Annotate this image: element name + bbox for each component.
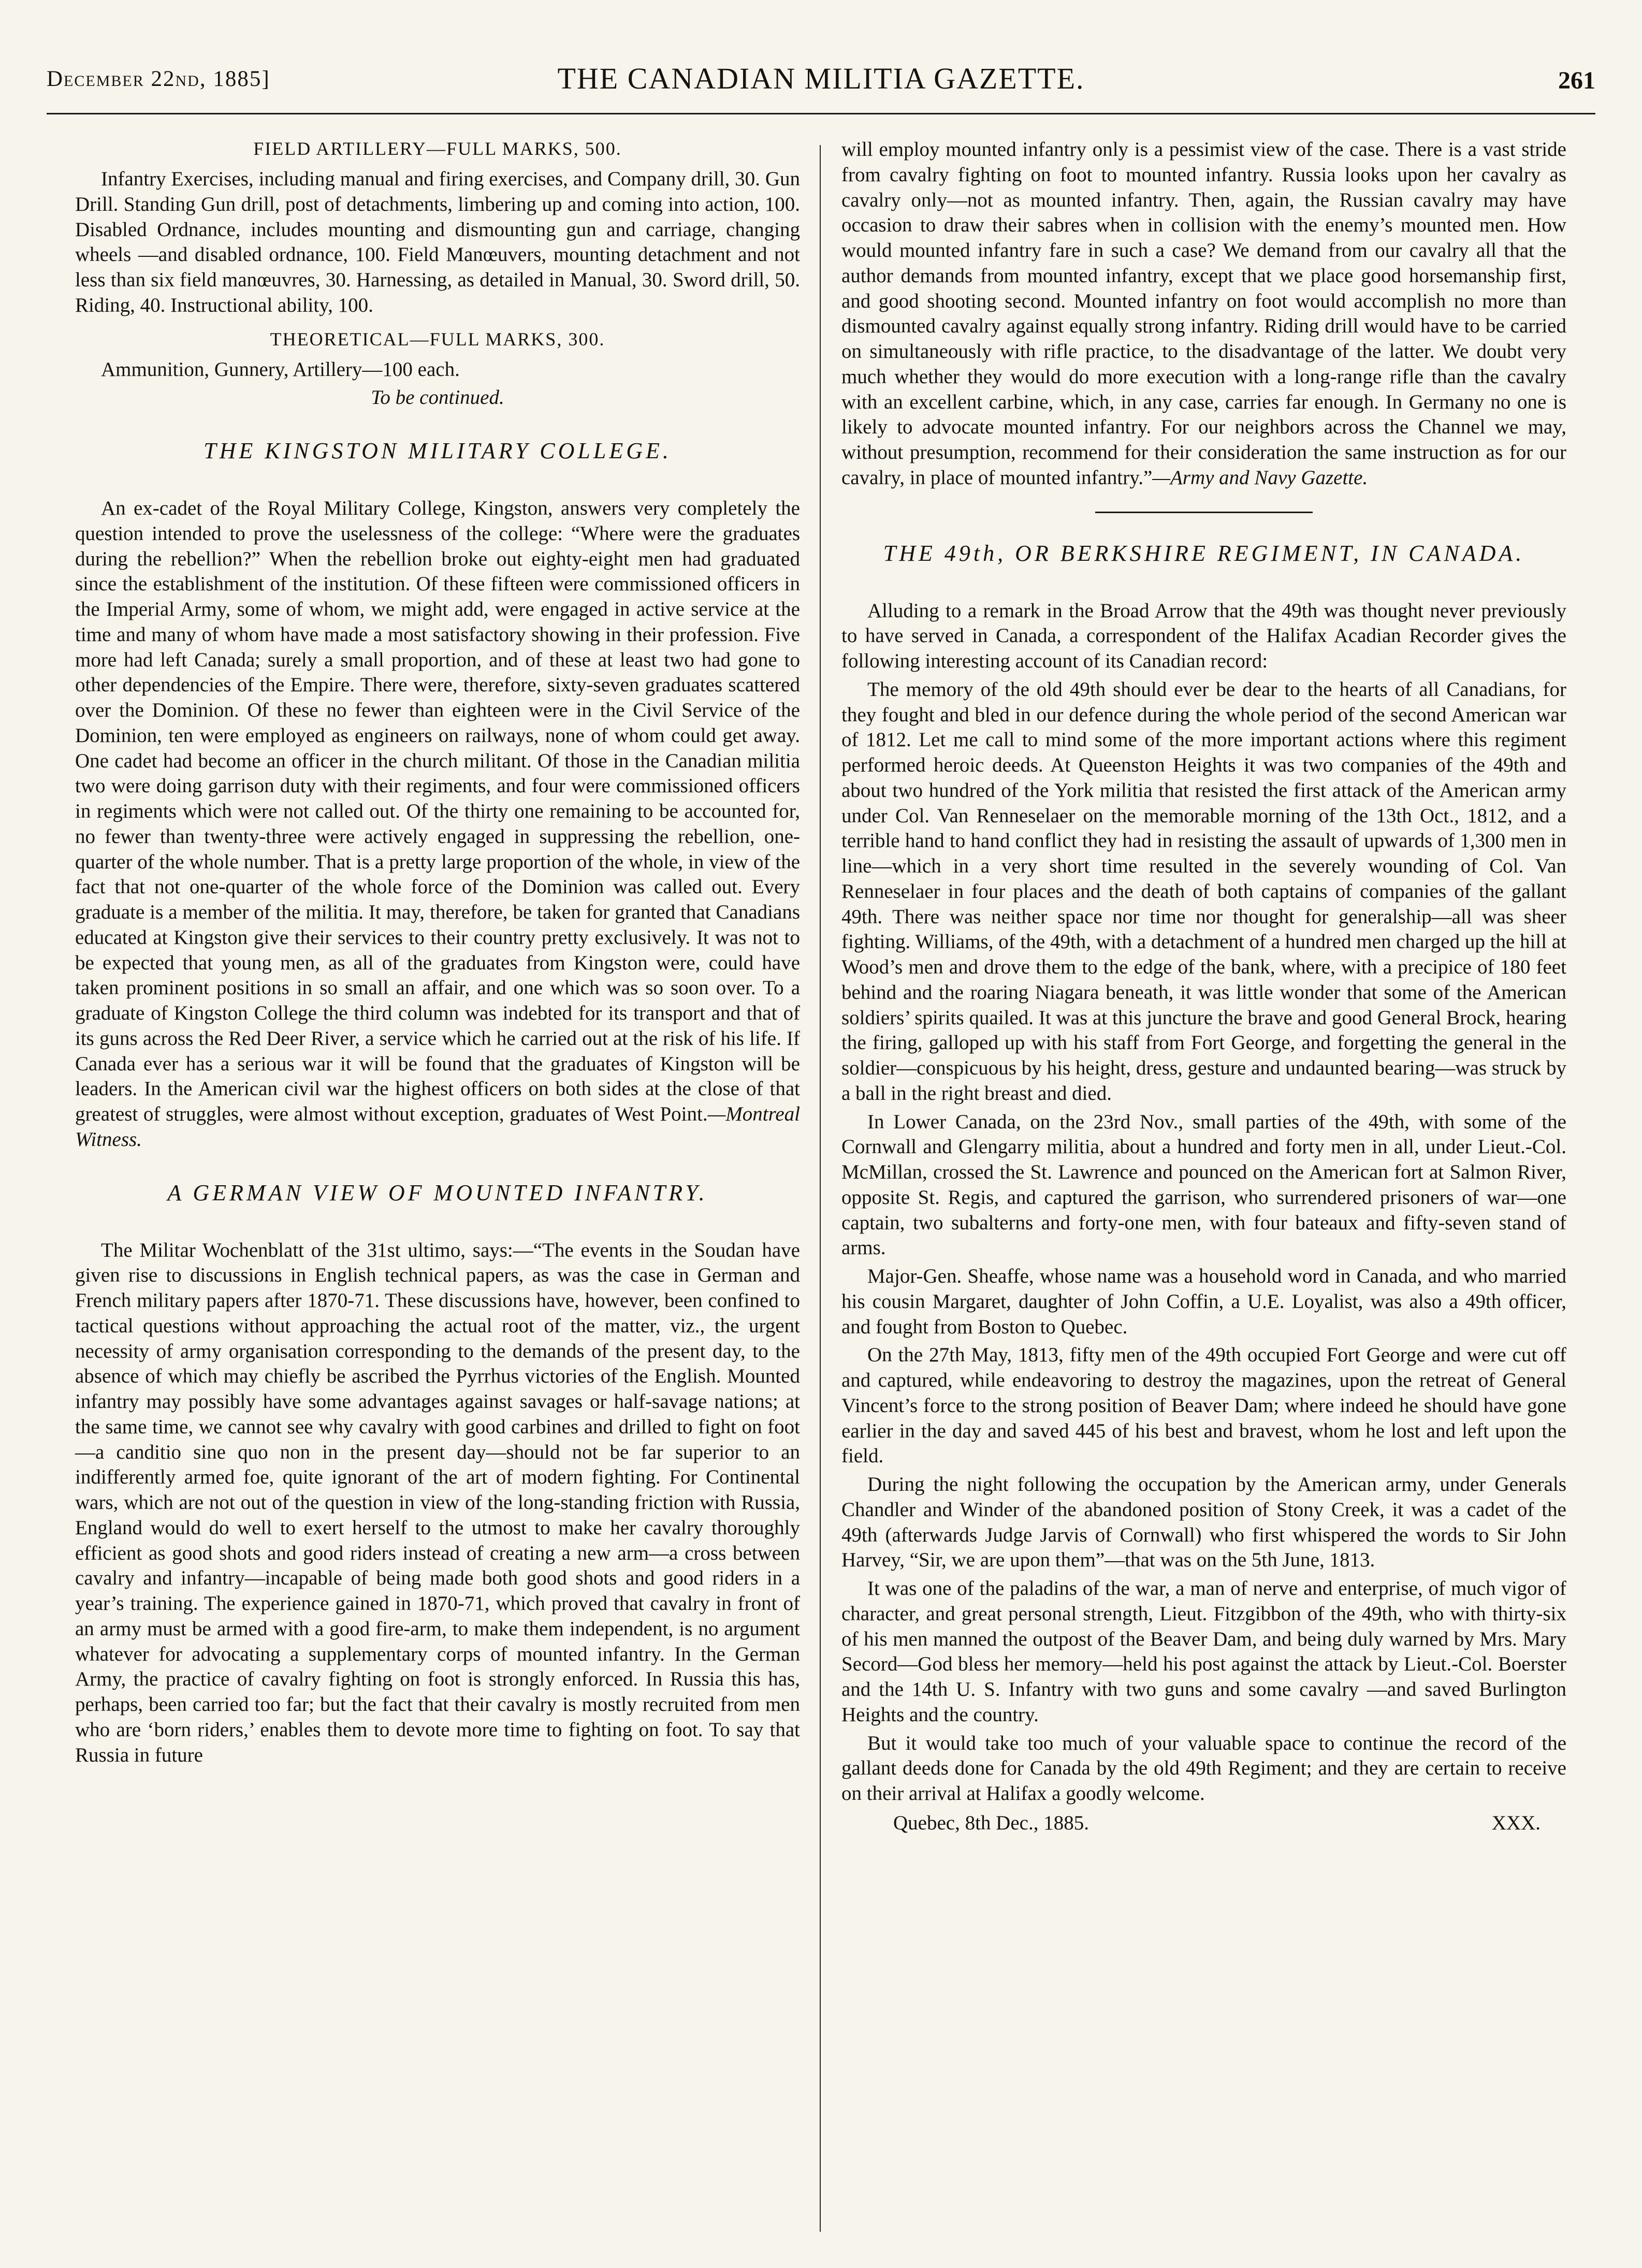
header-title: THE CANADIAN MILITIA GAZETTE. [557, 62, 1085, 95]
column-divider [820, 145, 821, 2232]
berkshire-paragraph: In Lower Canada, on the 23rd Nov., small parties of the 49th, with some of the Cornwall and Glengarry militia, about a hundred and forty men in all, under Lieut.-Col. McMillan, crossed the St. Lawrence and pounced on the American fort at Salmon River, opposite St. Regis, and captured the garrison, who surrendered prisoners of war—one captain, two subalterns and forty-one men, with four bateaux and fifty-seven stand of arms. [841, 1110, 1566, 1259]
berkshire-paragraph: But it would take too much of your valuable space to continue the record of the gallant deeds done for Canada by the old 49th Regiment; and they are certain to receive on their arrival at Halifax a goodly welcome. [841, 1732, 1566, 1805]
theoretical-text: Ammunition, Gunnery, Artillery—100 each. [101, 358, 460, 381]
signoff-name: XXX. [1491, 1811, 1541, 1834]
page-header [47, 61, 1595, 103]
header-rule [47, 113, 1595, 114]
berkshire-paragraph: On the 27th May, 1813, fifty men of the 49th occupied Fort George and were cut off and captured, while endeavoring to destroy the magazines, upon the retreat of General Vincent’s force to the strong position of Beaver Dam; where indeed he should have gone earlier in the day and saved 445 of his best and bravest, whom he lost and left upon the field. [841, 1344, 1566, 1467]
article-separator [1095, 512, 1313, 513]
kingston-text: An ex-cadet of the Royal Military College, Kingston, answers very completely the question intended to prove the uselessness of the college: “Where were the graduates during the rebellion?” When the rebellion broke out eighty-eight men had graduated since the establishment of the institution. Of these fifteen were commissioned officers in the Imperial Army, some of whom, we might add, were engaged in active service at the time and many of whom have made a most satisfactory showing in their profession. Five more had left Canada; surely a small proportion, and of these at least two had gone to other dependencies of the Empire. There were, therefore, sixty-seven graduates scattered over the Dominion. Of these no fewer than eighteen were in the Civil Service of the Dominion, ten were employed as engineers on railways, none of whom could get away. One cadet had become an officer in the church militant. Of those in the Canadian militia two were doing garrison duty with their regiments, and four were commissioned officers in regiments which were not called out. Of the thirty one remaining to be accounted for, no fewer than twenty-three were actively engaged in suppressing the rebellion, one-quarter of the whole number. That is a pretty large proportion of the whole, in view of the fact that not one-quarter of the whole force of the Dominion was called out. Every graduate is a member of the militia. It may, therefore, be taken for granted that Canadians educated at Kingston give their services to their country pretty exclusively. It was not to be expected that young men, as all of the graduates from Kingston were, could have taken prominent positions in so small an affair, and one which was so soon over. To a graduate of Kingston College the third column was indebted for its transport and that of its guns across the Red Deer River, a service which he carried out at the risk of his life. If Canada ever has a serious war it will be found that the graduates of Kingston will be leaders. In the American civil war the highest officers on both sides at the close of that greatest of struggles, were almost without exception, graduates of West Point. [75, 497, 800, 1125]
field-artillery-heading: FIELD ARTILLERY—FULL MARKS, 500. [253, 138, 622, 159]
berkshire-intro: Alluding to a remark in the Broad Arrow that the 49th was thought never previously to have served in Canada, a correspondent of the Halifax Acadian Recorder gives the following interesting account of its Canadian record: [841, 599, 1566, 672]
kingston-source: —Montreal Witness. [75, 1103, 800, 1151]
german-cont-text: will employ mounted infantry only is a pessimist view of the case. There is a vast stride from cavalry fighting on foot to mounted infantry. Russia looks upon her cavalry as cavalry only—not as mounted infantry. Then, again, the Russian cavalry may have occasion to draw their sabres when in collision with the enemy’s mounted men. How would mounted infantry fare in such a case? We demand from our cavalry all that the author demands from mounted infantry, except that we place good horsemanship first, and good shooting second. Mounted infantry on foot would accomplish no more than dismounted cavalry against equally strong infantry. Riding drill would have to be carried on simultaneously with rifle practice, to the disadvantage of the latter. We doubt very much whether they would do more execution with a long-range rifle than the cavalry with an excellent carbine, which, in any case, carries far enough. In Germany no one is likely to advocate mounted infantry. For our neighbors across the Channel we may, without presumption, recommend for their consideration the same instruction as for our cavalry, in place of mounted infantry.” [841, 138, 1566, 489]
kingston-article-title: THE KINGSTON MILITARY COLLEGE. [204, 438, 672, 463]
page-number: 261 [1558, 67, 1595, 94]
berkshire-paragraph: It was one of the paladins of the war, a man of nerve and enterprise, of much vigor of character, and great personal strength, Lieut. Fitzgibbon of the 49th, who with thirty-six of his men manned the outpost of the Beaver Dam, and being duly warned by Mrs. Mary Secord—God bless her memory—held his post against the attack by Lieut.-Col. Boerster and the 14th U. S. Infantry with two guns and some cavalry —and saved Burlington Heights and the country. [841, 1577, 1566, 1726]
to-be-continued: To be continued. [371, 386, 504, 409]
field-artillery-text: Infantry Exercises, including manual and firing exercises, and Company drill, 30. Gun Drill. Standing Gun drill, post of detachments, limbering up and coming into action, 100. Disabled Ordnance, includes mounting and dismounting gun and carriage, changing wheels —and disabled ordnance, 100. Field Manœuvers, mounting detachment and not less than six field manœuvres, 30. Harnessing, as detailed in Manual, 30. Sword drill, 50. Riding, 40. Instructional ability, 100. [75, 168, 800, 316]
signoff-place-date: Quebec, 8th Dec., 1885. [893, 1811, 1089, 1834]
kingston-article-body [75, 496, 800, 1153]
berkshire-paragraph: The memory of the old 49th should ever be dear to the hearts of all Canadians, for they fought and bled in our defence during the whole period of the second American war of 1812. Let me call to mind some of the more important actions where this regiment performed heroic deeds. At Queenston Heights it was two companies of the 49th and about two hundred of the York militia that resisted the first attack of the American army under Col. Van Renneselaer on the memorable morning of the 13th Oct., 1812, and a terrible hand to hand conflict they had in resisting the assault of upwards of 1,300 men in line—which in a very short time resulted in the severely wounding of Col. Van Renneselaer in four places and the death of both captains of companies of the gallant 49th. There was neither space nor time nor thought for generalship—all was sheer fighting. Williams, of the 49th, with a detachment of a hundred men charged up the hill at Wood’s men and drove them to the edge of the bank, where, with a precipice of 180 feet behind and the roaring Niagara beneath, it was little wonder that some of the American soldiers’ spirits quailed. It was at this juncture the brave and good General Brock, hearing the firing, galloped up with his staff from Fort George, and forgetting the general in the soldier—conspicuous by his height, dress, gesture and undaunted bearing—was struck by a ball in the right breast and died. [841, 678, 1566, 1104]
berkshire-paragraph: Major-Gen. Sheaffe, whose name was a household word in Canada, and who married his cousin Margaret, daughter of John Coffin, a U.E. Loyalist, was also a 49th officer, and fought from Boston to Quebec. [841, 1265, 1566, 1338]
berkshire-article-title: THE 49th, OR BERKSHIRE REGIMENT, IN CANADA. [883, 540, 1525, 566]
german-article-continuation [841, 137, 1566, 491]
german-source: —Army and Navy Gazette. [1152, 466, 1368, 489]
signoff [841, 1811, 1566, 1836]
berkshire-paragraph: During the night following the occupation by the American army, under Generals Chandler and Winder of the abandoned position of Stony Creek, it was a cadet of the 49th (afterwards Judge Jarvis of Cornwall) who first whispered the words to Sir John Harvey, “Sir, we are upon them”—that was on the 5th June, 1813. [841, 1473, 1566, 1572]
right-column [841, 137, 1566, 1836]
theoretical-heading: THEORETICAL—FULL MARKS, 300. [270, 328, 605, 350]
header-date: December 22nd, 1885] [47, 67, 270, 91]
german-article-text: The Militar Wochenblatt of the 31st ultimo, says:—“The events in the Soudan have given rise to discussions in English technical papers, as was the case in German and French military papers after 1870-71. These discussions have, however, been confined to tactical questions without approaching the actual root of the matter, viz., the urgent necessity of army organisation corresponding to the demands of the present day, to the absence of which may chiefly be ascribed the Pyrrhus victories of the English. Mounted infantry may possibly have some advantages against savages or half-savage nations; at the same time, we cannot see why cavalry with good carbines and drilled to fight on foot —a canditio sine quo non in the present day—should not be far superior to an indifferently armed foe, quite ignorant of the art of modern fighting. For Continental wars, which are not out of the question in view of the long-standing friction with Russia, England would do well to exert herself to the utmost to make her cavalry thoroughly efficient as good shots and good riders instead of creating a new arm—a cross between cavalry and infantry—incapable of being made both good shots and good riders in a year’s training. The experience gained in 1870-71, which proved that cavalry in front of an army must be armed with a good fire-arm, to make them independent, is no argument whatever for advocating a supplementary corps of mounted infantry. In the German Army, the practice of cavalry fighting on foot is strongly enforced. In Russia this has, perhaps, been carried too far; but the fact that their cavalry is mostly recruited from men who are ‘born riders,’ enables them to devote more time to fighting on foot. To say that Russia in future [75, 1239, 800, 1766]
left-column [75, 137, 800, 1771]
german-article-title: A GERMAN VIEW OF MOUNTED INFANTRY. [167, 1180, 708, 1205]
